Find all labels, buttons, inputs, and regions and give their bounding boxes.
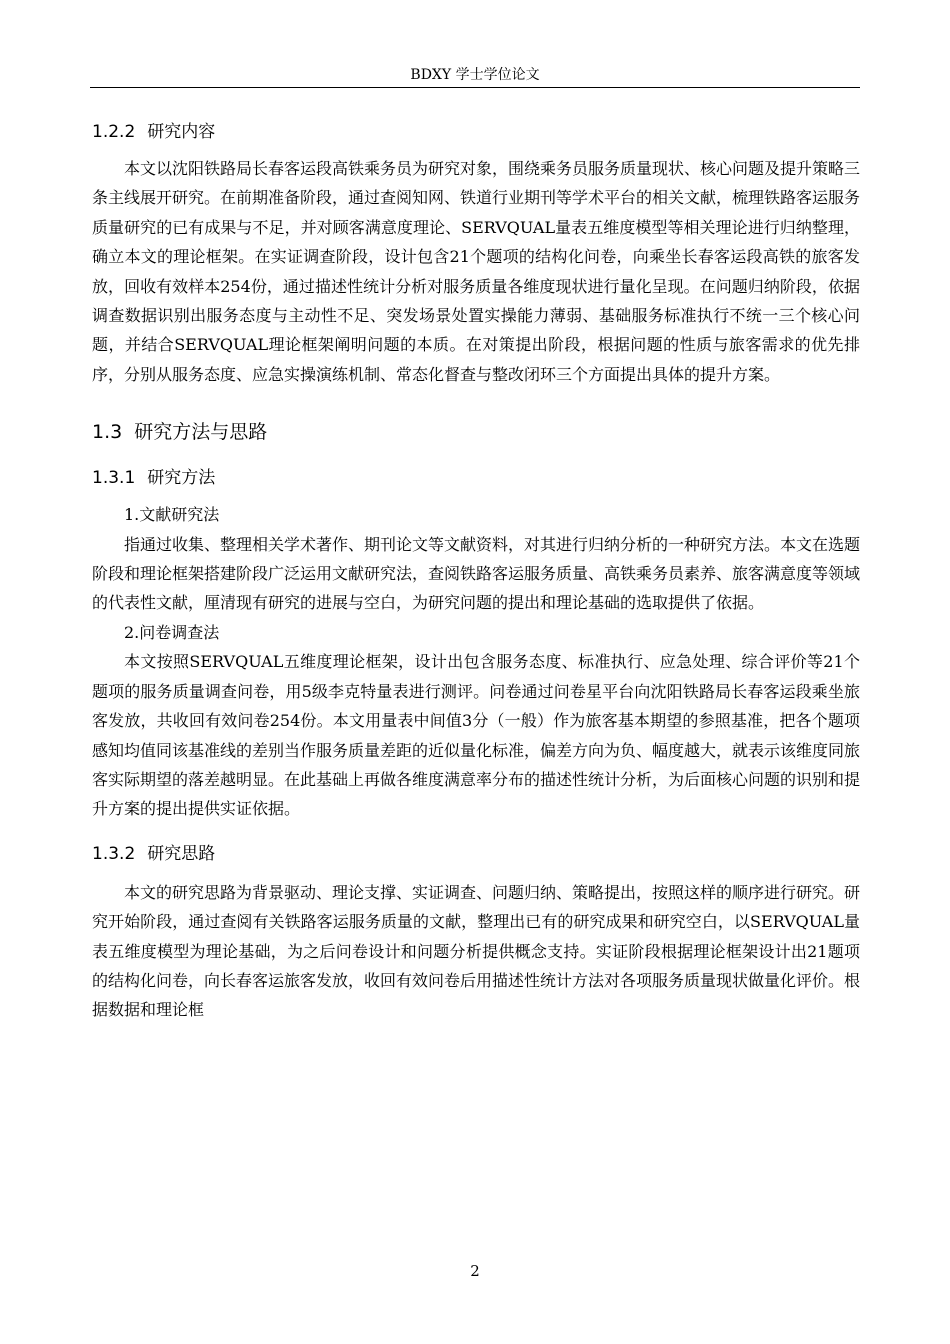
method-2-paragraph: 本文按照SERVQUAL五维度理论框架，设计出包含服务态度、标准执行、应急处理、综合评价等21个题项的服务质量调查问卷，用5级李克特量表进行测评。问卷通过问卷星平台向沈阳铁路局长春客运段乘坐旅客发放，共收回有效问卷254份。本文用量表中间值3分（一般）作为旅客基本期望的参照基准，把各个题项感知均值同该基准线的差别当作服务质量差距的近似量化标准，偏差方向为负、幅度越大，就表示该维度同旅客实际期望的落差越明显。在此基础上再做各维度满意率分布的描述性统计分析，为后面核心问题的识别和提升方案的提出提供实证依据。 [92,652,861,819]
page-number: 2 [470,1262,480,1280]
heading-1-2-2 [92,119,860,145]
method-1-title: 1.文献研究法 [124,505,220,525]
heading-1-3 [92,418,860,446]
header-rule [90,87,860,88]
page-content [92,106,860,1025]
section-title: 研究内容 [147,122,216,142]
method-1-paragraph: 指通过收集、整理相关学术著作、期刊论文等文献资料，对其进行归纳分析的一种研究方法。本文在选题阶段和理论框架搭建阶段广泛运用文献研究法，查阅铁路客运服务质量、高铁乘务员素养、旅客满意度等领域的代表性文献，厘清现有研究的进展与空白，为研究问题的提出和理论基础的选取提供了依据。 [92,534,861,613]
section-title: 研究思路 [147,843,216,864]
section-title: 研究方法与思路 [134,421,268,444]
section-number: 1.3.2 [92,843,136,864]
running-header: BDXY 学士学位论文 [410,67,540,83]
paragraph-research-content: 本文以沈阳铁路局长春客运段高铁乘务员为研究对象，围绕乘务员服务质量现状、核心问题及提升策略三条主线展开研究。在前期准备阶段，通过查阅知网、铁道行业期刊等学术平台的相关文献，梳理铁路客运服务质量研究的已有成果与不足，并对顾客满意度理论、SERVQUAL量表五维度模型等相关理论进行归纳整理，确立本文的理论框架。在实证调查阶段，设计包含21个题项的结构化问卷，向乘坐长春客运段高铁的旅客发放，回收有效样本254份，通过描述性统计分析对服务质量各维度现状进行量化呈现。在问题归纳阶段，依据调查数据识别出服务态度与主动性不足、突发场景处置实操能力薄弱、基础服务标准执行不统一三个核心问题，并结合SERVQUAL理论框架阐明问题的本质。在对策提出阶段，根据问题的性质与旅客需求的优先排序，分别从服务态度、应急实操演练机制、常态化督查与整改闭环三个方面提出具体的提升方案。 [92,159,861,384]
heading-1-3-1 [92,465,860,491]
method-2-title: 2.问卷调查法 [124,622,220,642]
section-number: 1.2.2 [92,122,136,142]
section-number: 1.3.1 [92,468,136,489]
section-title: 研究方法 [147,468,216,489]
heading-1-3-2 [92,841,860,867]
paragraph-research-approach: 本文的研究思路为背景驱动、理论支撑、实证调查、问题归纳、策略提出，按照这样的顺序进行研究。研究开始阶段，通过查阅有关铁路客运服务质量的文献，整理出已有的研究成果和研究空白，以SERVQUAL量表五维度模型为理论基础，为之后问卷设计和问题分析提供概念支持。实证阶段根据理论框架设计出21题项的结构化问卷，向长春客运旅客发放，收回有效问卷后用描述性统计方法对各项服务质量现状做量化评价。根据数据和理论框 [92,882,861,1020]
section-number: 1.3 [92,421,123,444]
